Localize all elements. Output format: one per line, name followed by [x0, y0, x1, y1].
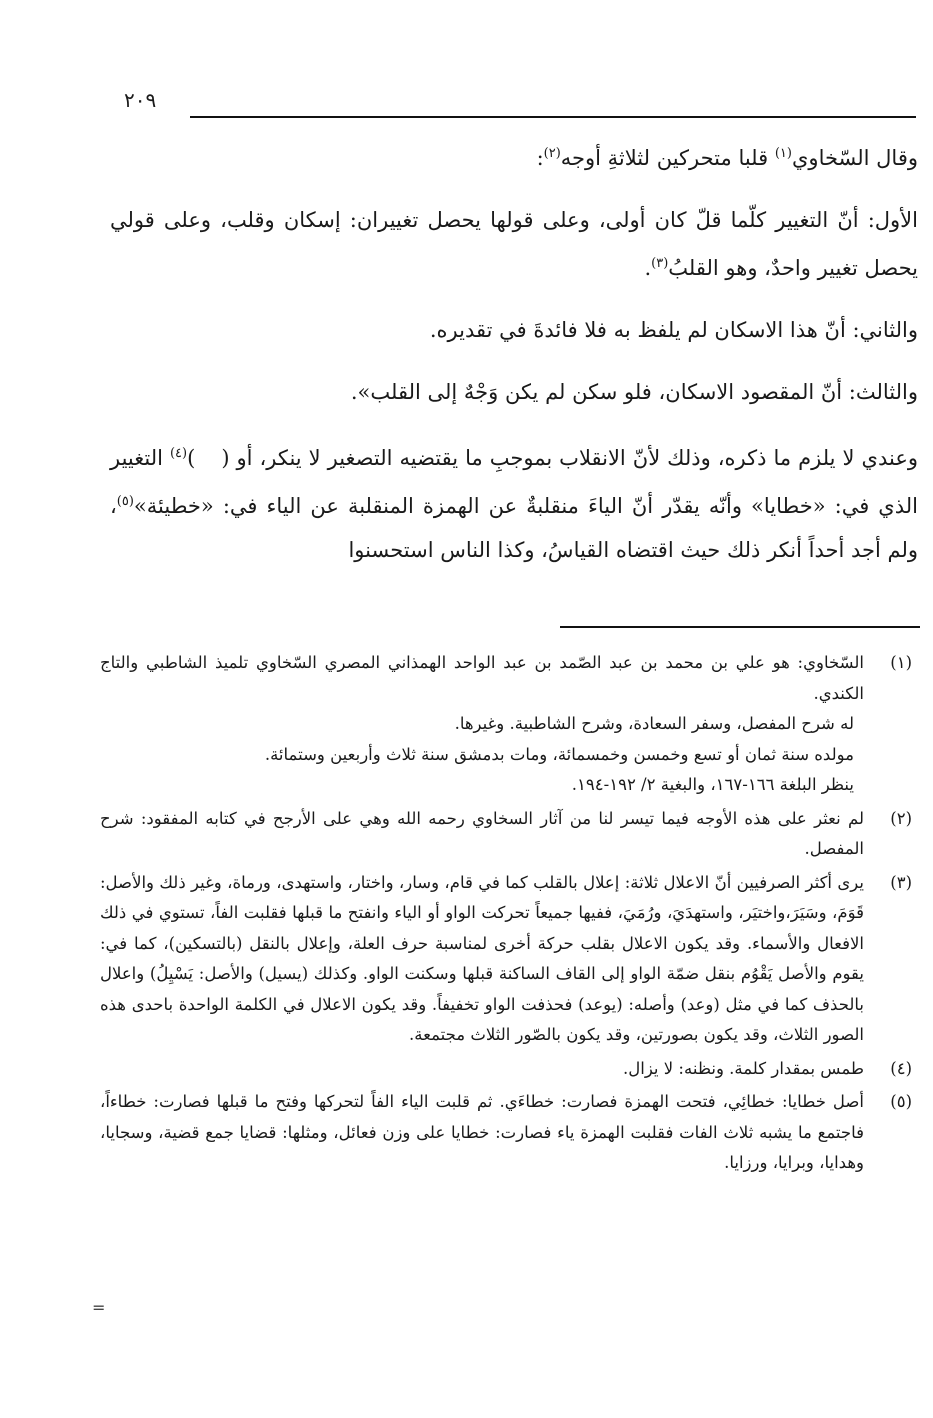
footnote-ref-1[interactable]: (١) [774, 146, 792, 161]
footnote-line: أصل خطايا: خطائِي، فتحت الهمزة فصارت: خطاءَي. ثم قلبت الياء الفاً لتحركها وفتح ما قبلها فصارت: خطاءاً، فاجتمع ما يشبه ثلاث الفات فقلبت الهمزة ياء فصارت: خطايا على وزن فعائل، ومثلها: قضايا جمع قضية، وسجايا، وهدايا، وبرايا، ورزايا. [100, 1092, 864, 1172]
paragraph-4: والثالث: أنّ المقصود الاسكان، فلو سكن لم يكن وَجْهٌ إلى القلب». [350, 380, 918, 404]
paragraph-5: وعندي لا يلزم ما ذكره، وذلك لأنّ الانقلاب بموجبِ ما يقتضيه التصغير لا ينكر، أو ()$^{(٤)}$ التغيير الذي في: «خطايا» وأنّه يقدّر أنّ الياءَ منقلبةٌ عن الهمزة المنقلبة عن الياء في: «خطيئة»$^{(٥)}$، ولم أجد أحداً أنكر ذلك حيث اقتضاه القياسُ، وكذا الناس استحسنوا [110, 446, 918, 562]
footnote-number: (٣) [890, 872, 912, 892]
footnote-line: يرى أكثر الصرفيين أنّ الاعلال ثلاثة: إعلال بالقلب كما في قام، وسار، واختار، واستهدى، ورماة، وغير ذلك والأصل: قَوَمَ، وسَيَرَ،واختيَر، واستهدَيَ، ورُمَيَ، ففيها جميعاً تحركت الواو أو الياء وانفتح ما قبلها فقلبت الفاً، تستوي في ذلك الافعال والأسماء. وقد يكون الاعلال بقلب حركة أخرى لمناسبة حرف العلة، وإعلال بالنقل (بالتسكين)، كما في: يقوم والأصل يَقْوُم بنقل ضمّة الواو إلى القاف الساكنة قبلها وسكنت الواو. وكذلك (يسيل) والأصل: يَسْيِلُ) واعلال بالحذف كما في مثل (وعد) وأصله: (يوعد) فحذفت الواو تخفيفاً. وقد يكون الاعلال في الكلمة الواحدة باحدى هذه الصور الثلاث، وقد يكون بصورتين، وقد يكون بالصّور الثلاث مجتمعة. [100, 872, 864, 1044]
footnote-line: مولده سنة ثمان أو تسع وخمسن وخمسمائة، ومات بدمشق سنة ثلاث وأربعين وستمائة. [264, 744, 854, 764]
footnote-number: (٢) [890, 808, 912, 828]
footnote-ref-2[interactable]: (٢) [543, 146, 561, 161]
footnote-line: السّخاوي: هو علي بن محمد بن عبد الصّمد بن عبد الواحد الهمذاني المصري السّخاوي تلميذ الشاطبي والتاج الكندي. [100, 653, 864, 703]
footnote-line: طمس بمقدار كلمة. ونظنه: لا يزال. [623, 1058, 864, 1078]
footnote-ref-3[interactable]: (٣) [651, 256, 669, 271]
footnote-ref-4[interactable]: (٤) [169, 446, 188, 461]
footnote-line: لم نعثر على هذه الأوجه فيما تيسر لنا من آثار السخاوي رحمه الله وهي على الأرجح في كتابه المفقود: شرح المفصل. [100, 808, 864, 858]
header-rule [190, 116, 916, 118]
paragraph-2: الأول: أنّ التغيير كلّما قلّ كان أولى، وعلى قولها يحصل تغييران: إسكان وقلب، وعلى قولي يحصل تغيير واحدٌ، وهو القلبُ$^{(٣)}$. [110, 208, 918, 280]
footnote-number: (٥) [890, 1092, 912, 1111]
main-text [110, 132, 918, 572]
footnote-line: له شرح المفصل، وسفر السعادة، وشرح الشاطبية. وغيرها. [454, 714, 854, 733]
footnote-ref-5[interactable]: (٥) [116, 494, 134, 509]
footnote-1 [100, 648, 912, 801]
footnote-3 [100, 868, 912, 1051]
footnote-separator [560, 626, 920, 628]
footnote-number: (٤) [890, 1058, 912, 1078]
continuation-mark: = [92, 1298, 106, 1317]
footnote-5 [100, 1087, 912, 1179]
page-number: ٢٠٩ [124, 88, 157, 112]
footnote-2 [100, 804, 912, 865]
paragraph-1: وقال السّخاوي$^{(١)}$ قلبا متحركين لثلاثةِ أوجه$^{(٢)}$: [536, 146, 918, 170]
footnote-line: ينظر البلغة ١٦٦-١٦٧، والبغية ٢/ ١٩٢-١٩٤. [571, 775, 854, 794]
footnotes [100, 648, 912, 1182]
footnote-4 [100, 1054, 912, 1085]
paragraph-3: والثاني: أنّ هذا الاسكان لم يلفظ به فلا فائدةَ في تقديره. [429, 318, 918, 342]
footnote-number: (١) [890, 653, 912, 672]
